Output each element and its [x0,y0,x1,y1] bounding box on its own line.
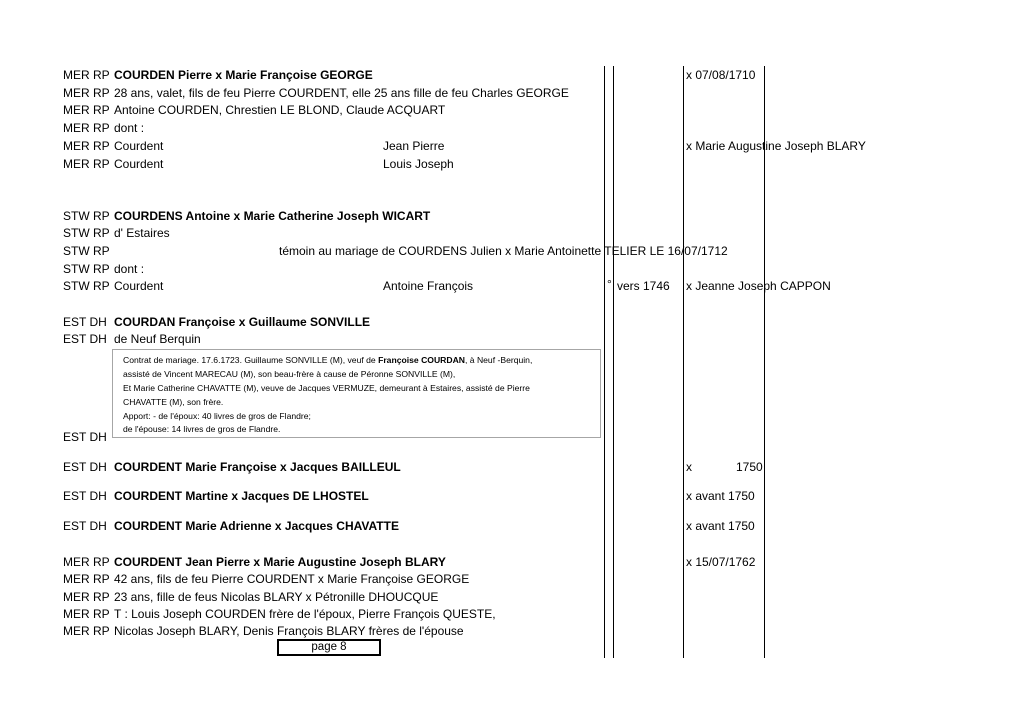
entry-detail: Nicolas Joseph BLARY, Denis François BLARY frères de l'épouse [114,624,464,638]
birth-date: vers 1746 [617,279,670,293]
page-number-box [277,639,381,656]
marriage-date: x avant 1750 [686,489,755,503]
witness-note: témoin au mariage de COURDENS Julien x Marie Antoinette TELIER LE 16/07/1712 [279,244,728,258]
note-line: Contrat de mariage. 17.6.1723. Guillaume SONVILLE (M), veuf de [123,355,379,365]
note-line: CHAVATTE (M), son frère. [123,397,224,407]
marriage-date: x 15/07/1762 [686,555,756,569]
source-label: MER RP [63,572,110,586]
source-label: MER RP [63,86,110,100]
page-number: page 8 [311,641,347,653]
source-label: MER RP [63,157,110,171]
source-label: EST DH [63,489,107,503]
note-highlight: Françoise COURDAN [378,355,465,365]
source-label: STW RP [63,226,110,240]
entry-detail: dont : [114,121,145,135]
child-given-name: Louis Joseph [383,157,454,171]
source-label: MER RP [63,139,110,153]
column-rule [683,66,684,658]
entry-detail: de Neuf Berquin [114,332,201,346]
child-spouse: x Marie Augustine Joseph BLARY [686,139,866,153]
marriage-date: x 07/08/1710 [686,68,756,82]
source-label: EST DH [63,430,107,444]
entry-detail: T : Louis Joseph COURDEN frère de l'époux, Pierre François QUESTE, [114,607,496,621]
source-label: MER RP [63,68,110,82]
source-label: STW RP [63,244,110,258]
couple-heading: COURDAN Françoise x Guillaume SONVILLE [114,315,371,329]
child-surname: Courdent [114,279,164,293]
birth-symbol: ° [607,277,612,291]
entry-detail: 28 ans, valet, fils de feu Pierre COURDENT, elle 25 ans fille de feu Charles GEORGE [114,86,569,100]
source-label: MER RP [63,555,110,569]
child-given-name: Jean Pierre [383,139,445,153]
column-rule [613,66,614,658]
couple-heading: COURDENT Marie Françoise x Jacques BAILLEUL [114,460,401,474]
entry-detail: 23 ans, fille de feus Nicolas BLARY x Pétronille DHOUCQUE [114,590,439,604]
source-label: MER RP [63,103,110,117]
contract-note [112,349,601,438]
couple-heading: COURDEN Pierre x Marie Françoise GEORGE [114,68,373,82]
column-rule [764,66,765,658]
couple-heading: COURDENS Antoine x Marie Catherine Joseph WICART [114,209,431,223]
marriage-mark: x [686,460,692,474]
entry-detail: d' Estaires [114,226,170,240]
couple-heading: COURDENT Jean Pierre x Marie Augustine Joseph BLARY [114,555,446,569]
source-label: MER RP [63,607,110,621]
marriage-date: x avant 1750 [686,519,755,533]
couple-heading: COURDENT Marie Adrienne x Jacques CHAVATTE [114,519,399,533]
note-line: de l'épouse: 14 livres de gros de Flandre. [123,424,281,434]
source-label: MER RP [63,624,110,638]
marriage-date: 1750 [736,460,763,474]
source-label: EST DH [63,332,107,346]
child-given-name: Antoine François [383,279,474,293]
source-label: STW RP [63,209,110,223]
source-label: MER RP [63,121,110,135]
entry-detail: Antoine COURDEN, Chrestien LE BLOND, Claude ACQUART [114,103,446,117]
note-line: Apport: - de l'époux: 40 livres de gros de Flandre; [123,411,311,421]
entry-detail: 42 ans, fils de feu Pierre COURDENT x Marie Françoise GEORGE [114,572,470,586]
note-line: Et Marie Catherine CHAVATTE (M), veuve de Jacques VERMUZE, demeurant à Estaires, assisté de Pierre [123,383,530,393]
source-label: MER RP [63,590,110,604]
child-spouse: x Jeanne Joseph CAPPON [686,279,831,293]
child-surname: Courdent [114,157,164,171]
entry-detail: dont : [114,262,145,276]
source-label: STW RP [63,262,110,276]
couple-heading: COURDENT Martine x Jacques DE LHOSTEL [114,489,369,503]
source-label: STW RP [63,279,110,293]
column-rule [604,66,605,658]
source-label: EST DH [63,519,107,533]
note-line: assisté de Vincent MARECAU (M), son beau-frère à cause de Péronne SONVILLE (M), [123,369,456,379]
child-surname: Courdent [114,139,164,153]
source-label: EST DH [63,315,107,329]
note-line: , à Neuf -Berquin, [465,355,533,365]
source-label: EST DH [63,460,107,474]
